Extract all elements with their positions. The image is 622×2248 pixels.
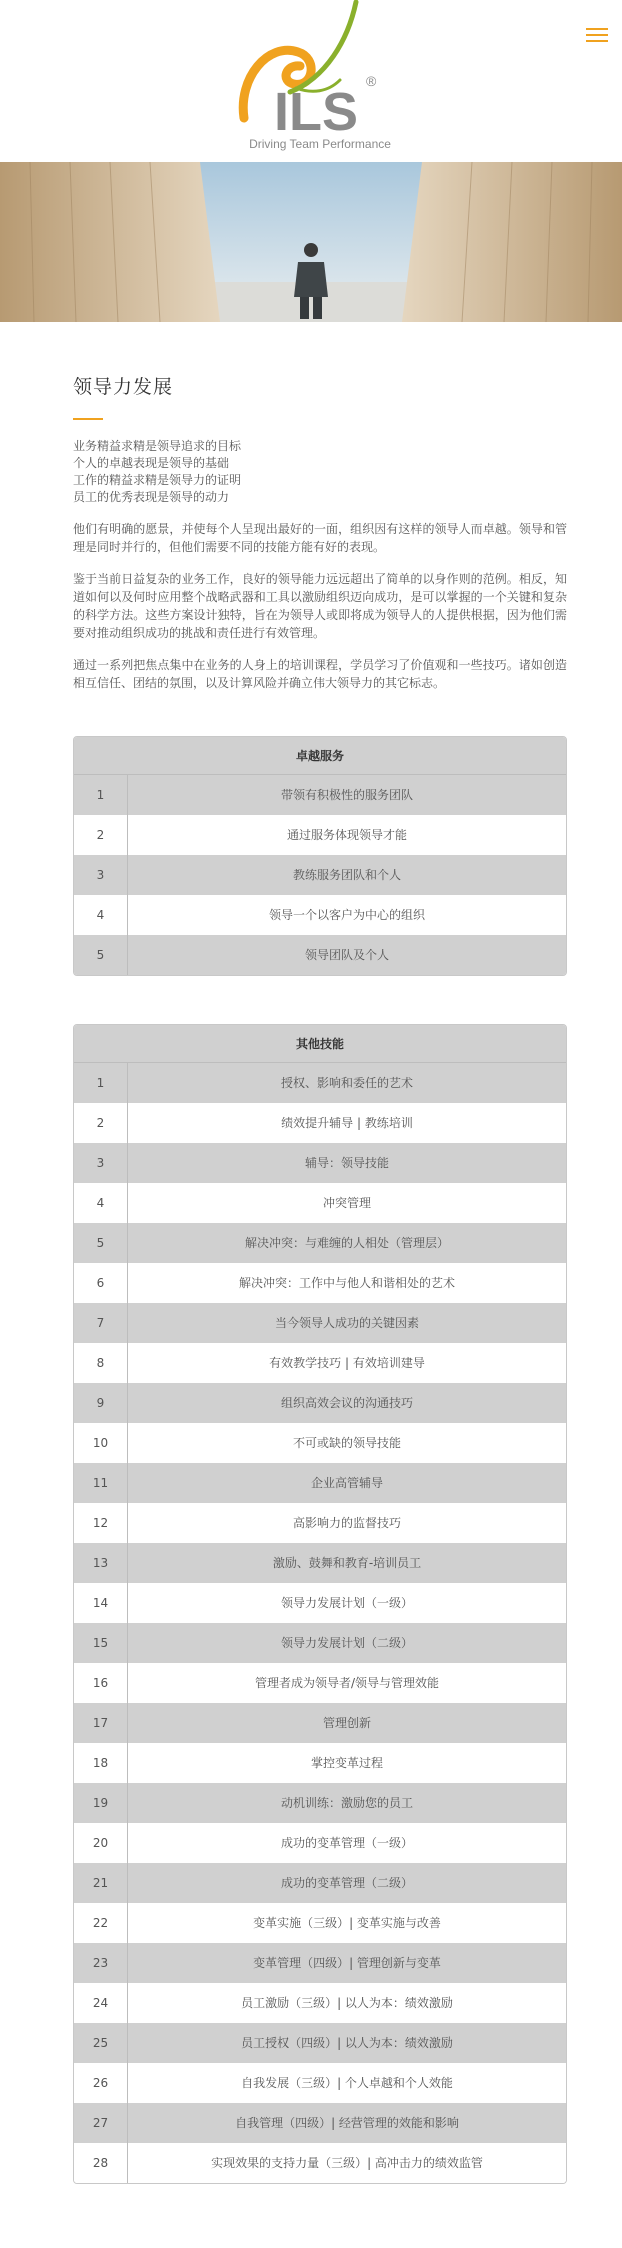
table-row [74, 1623, 566, 1663]
table-row [74, 1463, 566, 1503]
table-body [74, 1063, 566, 2183]
registered-mark: ® [366, 73, 377, 89]
row-course-name: 领导一个以客户为中心的组织 [268, 908, 425, 922]
row-number: 22 [74, 1903, 128, 1943]
row-course-name: 管理创新 [322, 1716, 371, 1730]
row-number: 3 [74, 1143, 128, 1183]
table-row [74, 1543, 566, 1583]
row-number: 13 [74, 1543, 128, 1583]
table-row [74, 935, 566, 975]
table-body [74, 775, 566, 975]
row-course-name: 当今领导人成功的关键因素 [274, 1316, 419, 1330]
row-course-name: 有效教学技巧 | 有效培训建导 [269, 1356, 425, 1370]
intro-line: 业务精益求精是领导追求的目标 [73, 439, 242, 453]
row-course-name: 通过服务体现领导才能 [286, 828, 407, 842]
table-row [74, 1183, 566, 1223]
row-number: 8 [74, 1343, 128, 1383]
table-row [74, 1863, 566, 1903]
row-number: 2 [74, 815, 128, 855]
menu-bar [586, 40, 608, 42]
row-number: 2 [74, 1103, 128, 1143]
row-course-name: 实现效果的支持力量（三级）| 高冲击力的绩效监管 [211, 2156, 483, 2170]
row-number: 16 [74, 1663, 128, 1703]
intro-line: 员工的优秀表现是领导的动力 [73, 490, 230, 504]
row-course-name: 领导力发展计划（一级） [280, 1596, 413, 1610]
menu-bar [586, 34, 608, 36]
row-course-name: 解决冲突：与难缠的人相处（管理层） [244, 1236, 449, 1250]
row-number: 1 [74, 1063, 128, 1103]
brand-logo[interactable] [230, 0, 410, 160]
row-number: 15 [74, 1623, 128, 1663]
row-number: 11 [74, 1463, 128, 1503]
row-number: 10 [74, 1423, 128, 1463]
row-course-name: 绩效提升辅导 | 教练培训 [281, 1116, 413, 1130]
row-course-name: 教练服务团队和个人 [292, 868, 401, 882]
menu-bar [586, 28, 608, 30]
logo-text: ILS [274, 82, 359, 142]
table-row [74, 1503, 566, 1543]
row-number: 6 [74, 1263, 128, 1303]
table-row [74, 1223, 566, 1263]
row-number: 12 [74, 1503, 128, 1543]
table-row [74, 1583, 566, 1623]
row-course-name: 高影响力的监督技巧 [292, 1516, 401, 1530]
row-number: 3 [74, 855, 128, 895]
other-skills-table [73, 1024, 567, 2184]
intro-line: 个人的卓越表现是领导的基础 [73, 456, 230, 470]
excellent-service-table [73, 736, 567, 976]
table-row [74, 2063, 566, 2103]
table-row [74, 1143, 566, 1183]
table-row [74, 1263, 566, 1303]
row-number: 1 [74, 775, 128, 815]
table-row [74, 1983, 566, 2023]
table-row [74, 2023, 566, 2063]
table-row [74, 1303, 566, 1343]
table-row [74, 775, 566, 815]
row-number: 18 [74, 1743, 128, 1783]
row-course-name: 成功的变革管理（一级） [280, 1836, 413, 1850]
table-row [74, 1823, 566, 1863]
row-course-name: 企业高管辅导 [310, 1476, 383, 1490]
row-course-name: 员工授权（四级）| 以人为本：绩效激励 [241, 2036, 453, 2050]
table-row [74, 1903, 566, 1943]
intro-lines [73, 438, 567, 506]
row-course-name: 变革实施（三级）| 变革实施与改善 [253, 1916, 441, 1930]
row-number: 21 [74, 1863, 128, 1903]
row-course-name: 变革管理（四级）| 管理创新与变革 [253, 1956, 441, 1970]
table-row [74, 1703, 566, 1743]
row-course-name: 辅导：领导技能 [304, 1156, 389, 1170]
row-number: 14 [74, 1583, 128, 1623]
row-course-name: 掌控变革过程 [310, 1756, 383, 1770]
table-row [74, 2103, 566, 2143]
title-underline [73, 418, 103, 420]
paragraph: 通过一系列把焦点集中在业务的人身上的培训课程，学员学习了价值观和一些技巧。诸如创造相互信任、团结的氛围，以及计算风险并确立伟大领导力的其它标志。 [73, 658, 567, 690]
row-number: 7 [74, 1303, 128, 1343]
main-content [73, 322, 567, 2184]
row-course-name: 组织高效会议的沟通技巧 [280, 1396, 413, 1410]
row-course-name: 带领有积极性的服务团队 [280, 788, 413, 802]
table-row [74, 1663, 566, 1703]
table-row [74, 895, 566, 935]
row-course-name: 授权、影响和委任的艺术 [280, 1076, 413, 1090]
page-title: 领导力发展 [73, 376, 174, 398]
table-row [74, 1383, 566, 1423]
row-course-name: 自我管理（四级）| 经营管理的效能和影响 [235, 2116, 459, 2130]
paragraph: 鉴于当前日益复杂的业务工作，良好的领导能力远远超出了简单的以身作则的范例。相反，知道如何以及何时应用整个战略武器和工具以激励组织迈向成功，是可以掌握的一个关键和复杂的科学方法。这些方案设计独特，旨在为领导人或即将成为领导人的人提供根据，因为他们需要对推动组织成功的挑战和责任进行有效管理。 [73, 572, 567, 640]
table-row [74, 1423, 566, 1463]
table-row [74, 1103, 566, 1143]
row-number: 20 [74, 1823, 128, 1863]
row-course-name: 领导力发展计划（二级） [280, 1636, 413, 1650]
row-course-name: 员工激励（三级）| 以人为本：绩效激励 [241, 1996, 453, 2010]
row-number: 5 [74, 1223, 128, 1263]
intro-line: 工作的精益求精是领导力的证明 [73, 473, 242, 487]
row-course-name: 成功的变革管理（二级） [280, 1876, 413, 1890]
table-row [74, 1743, 566, 1783]
row-number: 19 [74, 1783, 128, 1823]
site-header [0, 0, 622, 162]
row-number: 26 [74, 2063, 128, 2103]
table-row [74, 1063, 566, 1103]
table-row [74, 2143, 566, 2183]
row-course-name: 自我发展（三级）| 个人卓越和个人效能 [241, 2076, 453, 2090]
paragraph: 他们有明确的愿景，并使每个人呈现出最好的一面，组织因有这样的领导人而卓越。领导和管理是同时并行的，但他们需要不同的技能方能有好的表现。 [73, 522, 567, 554]
table-row [74, 855, 566, 895]
table-row [74, 1343, 566, 1383]
logo-tagline: Driving Team Performance [249, 137, 391, 151]
row-course-name: 冲突管理 [322, 1196, 371, 1210]
row-number: 24 [74, 1983, 128, 2023]
row-course-name: 动机训练：激励您的员工 [280, 1796, 413, 1810]
table-heading: 卓越服务 [74, 737, 566, 775]
row-number: 4 [74, 895, 128, 935]
row-number: 4 [74, 1183, 128, 1223]
row-number: 25 [74, 2023, 128, 2063]
row-number: 28 [74, 2143, 128, 2183]
table-row [74, 815, 566, 855]
table-row [74, 1783, 566, 1823]
table-row [74, 1943, 566, 1983]
row-course-name: 领导团队及个人 [304, 948, 389, 962]
row-course-name: 解决冲突：工作中与他人和谐相处的艺术 [238, 1276, 455, 1290]
row-course-name: 不可或缺的领导技能 [292, 1436, 401, 1450]
row-number: 5 [74, 935, 128, 975]
row-course-name: 管理者成为领导者/领导与管理效能 [254, 1676, 440, 1690]
hero-banner-image [0, 162, 622, 322]
row-number: 27 [74, 2103, 128, 2143]
row-number: 9 [74, 1383, 128, 1423]
row-number: 17 [74, 1703, 128, 1743]
row-course-name: 激励、鼓舞和教育-培训员工 [272, 1556, 422, 1570]
hamburger-menu-icon[interactable] [586, 26, 608, 44]
table-heading: 其他技能 [74, 1025, 566, 1063]
row-number: 23 [74, 1943, 128, 1983]
